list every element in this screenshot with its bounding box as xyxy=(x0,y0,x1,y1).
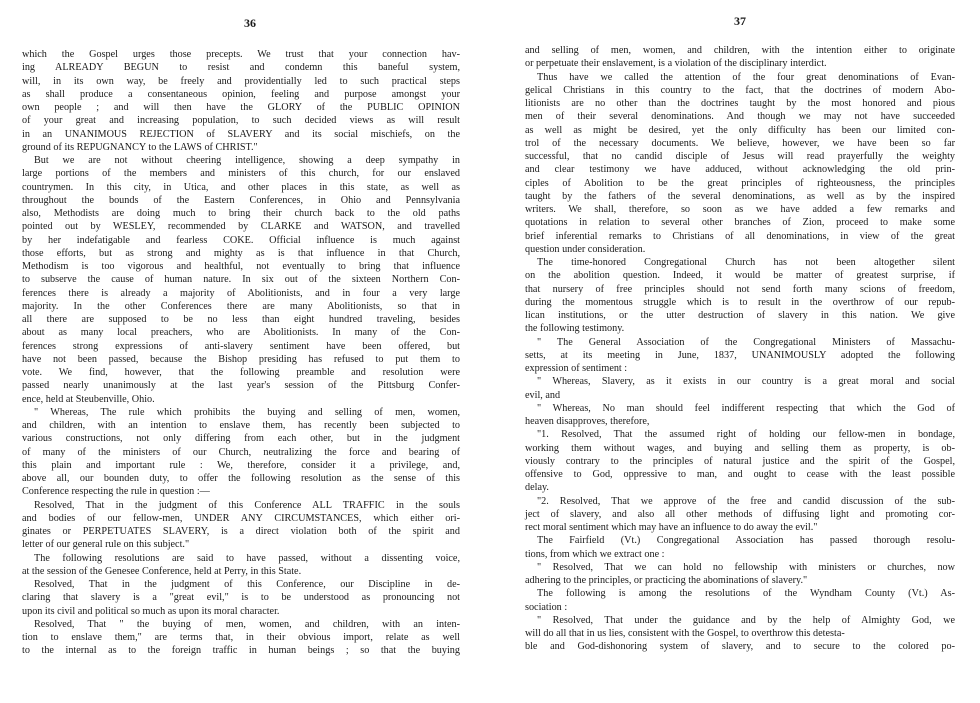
text-line: claring that slavery is a "great evil," is to be understood as pronouncing not xyxy=(22,592,460,604)
text-line: large portions of the members and ministers of this church, for our enslaved xyxy=(22,168,460,180)
text-line: Resolved, That in the judgment of this Conference ALL TRAFFIC in the souls xyxy=(34,499,460,511)
text-line: men of their several denominations. And though we may not have succeeded xyxy=(525,111,955,123)
text-line: delay. xyxy=(525,482,549,494)
text-line: about as many local preachers, who are Abolitionists. In many of the Con- xyxy=(22,327,460,339)
text-line: rect moral sentiment which may have an influence to do away the evil." xyxy=(525,522,818,533)
text-line: in an UNANIMOUS REJECTION of SLAVERY and its social mischiefs, on the xyxy=(22,128,460,140)
text-line: tions, from which we extract one : xyxy=(525,548,665,560)
text-line: to the internal as to the foreign traffic in human beings ; so that the buying xyxy=(22,645,460,657)
text-line: brief inferential remarks to Christians of all denominations, in view of the great xyxy=(525,230,955,242)
text-line: of many of the ministers of our Church, neutralizing the force and bearing of xyxy=(22,446,460,458)
text-line: as shall produce a consentaneous opinion, feeling and purpose amongst your xyxy=(22,88,460,100)
text-line: heaven disapproves, therefore, xyxy=(525,416,650,427)
text-line: successful, that no candid disciple of Jesus will read prayerfully the weighty xyxy=(525,151,955,162)
text-line: this plain and important rule : We, therefore, consider it a privilege, and, xyxy=(22,459,460,471)
text-line: ble and God-dishonoring system of slavery, and to secure to the colored po- xyxy=(525,641,955,653)
page-number: 37 xyxy=(734,14,746,28)
text-line: upon its civil and political so much as upon its moral character. xyxy=(22,605,280,617)
text-line: evil, and xyxy=(525,389,561,401)
text-line: " Whereas, No man should feel indifferent respecting that which the God of xyxy=(537,402,955,414)
text-line: ground of its REPUGNANCY to the LAWS of CHRIST." xyxy=(22,141,258,153)
text-line: of your great and increasing population, to such decided views as will result xyxy=(22,115,460,127)
text-line: ing ALREADY BEGUN to resist and condemn this baneful system, xyxy=(22,62,460,74)
text-line: Thus have we called the attention of the four great denominations of Evan- xyxy=(537,71,955,83)
text-line: pointed out by WESLEY, recommended by CLARKE and WATSON, and travelled xyxy=(22,221,460,233)
text-line: majority. In the other Conferences there are many Abolitionists, so that in xyxy=(22,300,460,312)
text-line: " Whereas, The rule which prohibits the buying and selling of men, women, xyxy=(34,406,460,418)
text-line: those efforts, but as strong and mighty as is that influence in that Church, xyxy=(22,247,460,259)
text-line: the following testimony. xyxy=(525,323,625,335)
text-line: trol of the necessary documents. We believe, however, we have been so far xyxy=(525,137,955,149)
text-line: at the session of the Genesee Conference, held at Perry, in this State. xyxy=(22,565,302,577)
page-number: 36 xyxy=(244,16,256,30)
text-line: on the abolition question. Indeed, it would be matter of greatest surprise, if xyxy=(525,270,955,282)
text-line: to subserve the cause of human nature. In six out of the sixteen Northern Con- xyxy=(22,274,460,286)
left-page xyxy=(22,0,460,658)
text-line: working them without wages, and buying and selling them as property, is ob- xyxy=(525,442,955,454)
text-line: will, in its own way, be freely and providentially led to such practical steps xyxy=(22,75,460,87)
text-line: ject of slavery, and also all other methods of diffusing light and promoting cor- xyxy=(525,508,955,520)
text-line: Resolved, That " the buying of men, women, and children, with an inten- xyxy=(34,618,460,630)
text-line: " Whereas, Slavery, as it exists in our country is a great moral and social xyxy=(537,376,955,388)
text-line: ciples of Abolition to be the great principles of righteousness, the principles xyxy=(525,177,955,189)
text-line: " Resolved, That we can hold no fellowship with ministers or churches, now xyxy=(537,561,955,573)
text-line: lican institutions, or the utter destruction of slavery in this nation. We give xyxy=(525,310,955,321)
text-line: gelical Christians in this country to the fact, that the doctrines of modern Abo- xyxy=(525,84,955,96)
text-line: litionists are no other than the doctrines taught by the most honored and pious xyxy=(525,98,955,109)
text-line: question under consideration. xyxy=(525,243,646,255)
text-line: Methodism is too vigorous and healthful, not eventually to bring that influence xyxy=(22,261,460,272)
text-line: The following is among the resolutions of the Wyndham County (Vt.) As- xyxy=(537,588,955,600)
text-line: or perpetuate their enslavement, is a violation of the disciplinary interdict. xyxy=(525,58,827,70)
text-line: sociation : xyxy=(525,601,568,613)
text-line: "2. Resolved, That we approve of the free and candid discussion of the sub- xyxy=(537,495,955,507)
text-line: passed nearly unanimously at the last year's session of the Pittsburg Confer- xyxy=(22,380,460,392)
text-line: various constructions, not only differing from each other, but in the judgment xyxy=(22,433,460,445)
text-line: " Resolved, That under the guidance and by the help of Almighty God, we xyxy=(537,614,955,626)
text-line: Resolved, That in the judgment of this Conference, our Discipline in de- xyxy=(34,579,460,590)
text-line: ginates or PERPETUATES SLAVERY, is a direct violation both of the spirit and xyxy=(22,526,460,537)
text-line: ferences strong expressions of anti-slavery sentiment have been offered, but xyxy=(22,340,460,352)
text-line: during the momentous struggle which is to result in the overthrow of our repub- xyxy=(525,296,955,308)
text-line: as well as might be desired, yet the only difficulty has been our limited con- xyxy=(525,124,955,136)
text-line: own people ; and will then have the GLORY of the PUBLIC OPINION xyxy=(22,102,460,113)
text-line: adhering to the principles, or practicing the abominations of slavery." xyxy=(525,575,808,586)
text-line: writers. We shall, therefore, so soon as we have added a few remarks and xyxy=(525,204,955,215)
text-line: viously contrary to the principles of natural justice and the spirit of the Gospel, xyxy=(525,455,955,467)
text-line: and selling of men, women, and children, with the intention either to originate xyxy=(525,45,955,56)
text-line: offensive to God, oppressive to man, and ought to cease with the least possible xyxy=(525,469,955,480)
text-line: The following resolutions are said to have passed, without a dissenting voice, xyxy=(34,552,460,564)
text-line: throughout the bounds of the Eastern Conferences, in Ohio and Pennsylvania xyxy=(22,194,460,206)
text-line: taught by the fathers of the several denominations, as well as by the inspired xyxy=(525,190,955,202)
text-line: The time-honored Congregational Church has not been altogether silent xyxy=(537,257,955,268)
text-line: which the Gospel urges those precepts. We trust that your connection hav- xyxy=(22,49,460,60)
text-line: all there are supposed to be no less than eight hundred traveling, besides xyxy=(22,314,460,325)
text-line: have not been passed, because the Bishop presiding has refused to put them to xyxy=(22,353,460,365)
text-line: by her indefatigable and fearless COKE. Official influence is much against xyxy=(22,234,460,246)
page-body xyxy=(525,44,955,654)
text-line: Conference respecting the rule in question :— xyxy=(22,486,210,498)
text-line: quotations in relation to several other branches of Zion, proceed to make some xyxy=(525,217,955,229)
right-page xyxy=(525,0,955,654)
text-line: "1. Resolved, That the assumed right of holding our fellow-men in bondage, xyxy=(537,429,955,441)
text-line: will do all that in us lies, consistent with the Gospel, to overthrow this detesta- xyxy=(525,628,845,639)
text-line: But we are not without cheering intelligence, showing a deep sympathy in xyxy=(34,155,460,166)
text-line: ferences there is already a majority of Abolitionists, and in four a very large xyxy=(22,287,460,299)
page-body xyxy=(22,48,460,658)
text-line: also, Methodists are doing much to bring their church back to the old paths xyxy=(22,208,460,219)
text-line: and children, with an intention to enslave them, has recently been subjected to xyxy=(22,420,460,431)
text-line: " The General Association of the Congregational Ministers of Massachu- xyxy=(537,336,955,348)
text-line: above all, our bounden duty, to offer the following resolution as the sense of this xyxy=(22,473,460,484)
text-line: tion to enslave them," are terms that, in their obvious import, relate as well xyxy=(22,632,460,643)
text-line: The Fairfield (Vt.) Congregational Association has passed thorough resolu- xyxy=(537,535,955,547)
text-line: vote. We find, however, that the following preamble and resolution were xyxy=(22,367,460,378)
text-line: setts, at its meeting in June, 1837, UNANIMOUSLY adopted the following xyxy=(525,349,955,361)
text-line: that nursery of free principles should not send forth many scions of freedom, xyxy=(525,283,955,295)
text-line: letter of our general rule on this subject." xyxy=(22,539,190,551)
text-line: and clear testimony we have adduced, without acknowledging the old prin- xyxy=(525,164,955,176)
text-line: countrymen. In this city, in Utica, and other places in this state, as well as xyxy=(22,181,460,193)
text-line: expression of sentiment : xyxy=(525,363,628,374)
text-line: and bodies of our fellow-men, UNDER ANY CIRCUMSTANCES, which either ori- xyxy=(22,512,460,524)
text-line: ence, held at Steubenville, Ohio. xyxy=(22,393,155,405)
